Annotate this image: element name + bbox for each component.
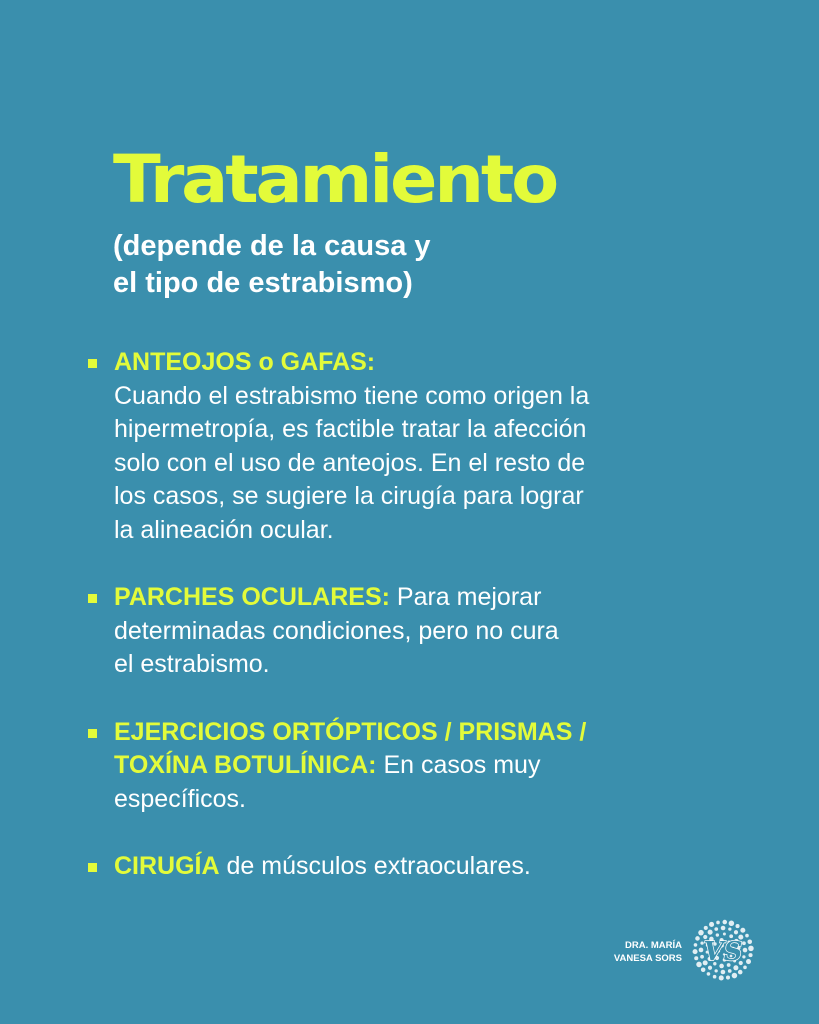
item-heading: ANTEOJOS o GAFAS:	[114, 348, 376, 376]
logo-dot	[704, 926, 708, 930]
item-text-line: la alineación ocular.	[114, 515, 334, 544]
logo-dot	[726, 976, 730, 980]
logo-dot	[707, 972, 711, 976]
logo-dot	[708, 930, 713, 935]
logo-dot	[693, 949, 698, 954]
logo-dot	[722, 920, 727, 925]
subtitle	[113, 228, 431, 302]
logo-dot	[729, 921, 735, 927]
logo-dot	[736, 924, 740, 928]
logo-dot	[740, 928, 745, 933]
logo-dot	[732, 973, 738, 979]
logo-dot	[747, 939, 752, 944]
item-inline-text: En casos muy	[376, 751, 541, 779]
logo-dot	[694, 956, 698, 960]
logo-dot	[738, 970, 743, 975]
item-heading-continued: TOXÍNA BOTULÍNICA:	[114, 751, 377, 779]
logo-dot	[713, 975, 717, 979]
logo-dot	[721, 970, 726, 975]
item-inline-text: Para mejorar	[389, 583, 542, 611]
list-item-ejercicios	[88, 716, 728, 817]
logo-dot	[745, 934, 749, 938]
subtitle-line-2: el tipo de estrabismo)	[113, 267, 413, 299]
bullet-icon	[88, 863, 97, 872]
logo-dot	[716, 921, 720, 925]
list-item-parches	[88, 581, 728, 682]
item-text-line: solo con el uso de anteojos. En el resto de	[114, 448, 586, 477]
subtitle-line-1: (depende de la causa y	[113, 230, 431, 262]
item-heading: CIRUGÍA	[114, 852, 220, 880]
item-text-line: los casos, se sugiere la cirugía para lograr	[114, 482, 584, 510]
brand-monogram: VS	[703, 937, 743, 967]
item-text-line: hipermetropía, es factible tratar la afección	[114, 415, 587, 443]
logo-dot	[721, 926, 726, 931]
item-inline-text: de músculos extraoculares.	[219, 852, 531, 880]
item-heading: EJERCICIOS ORTÓPTICOS / PRISMAS /	[114, 717, 587, 746]
logo-dot	[734, 930, 738, 934]
list-item-anteojos	[88, 346, 728, 547]
brand-logo	[596, 917, 756, 983]
logo-dot	[748, 946, 754, 952]
logo-dot	[742, 941, 746, 945]
logo-dot	[746, 959, 751, 964]
page-title: Tratamiento	[113, 141, 557, 218]
bullet-icon	[88, 359, 97, 368]
logo-dot	[728, 927, 731, 930]
logo-dot	[743, 966, 747, 970]
bullet-icon	[88, 594, 97, 603]
logo-dot	[709, 922, 714, 927]
item-text-line: determinadas condiciones, pero no cura	[114, 616, 559, 645]
logo-dot	[698, 930, 704, 936]
logo-dot	[696, 962, 702, 968]
item-text-line: Cuando el estrabismo tiene como origen la	[114, 381, 590, 410]
item-heading: PARCHES OCULARES:	[114, 583, 390, 611]
logo-dot	[701, 967, 706, 972]
item-text-line: el estrabismo.	[114, 650, 270, 678]
logo-dot	[719, 975, 724, 980]
logo-dot	[743, 948, 748, 953]
treatment-list	[88, 346, 728, 884]
logo-dot	[728, 969, 732, 973]
logo-dot	[714, 927, 718, 931]
brand-name-line-2: VANESA SORS	[613, 953, 682, 964]
logo-dot	[694, 943, 698, 947]
brand-name	[614, 939, 682, 965]
item-text-line: específicos.	[114, 784, 247, 813]
logo-dot	[715, 969, 718, 972]
dotted-circle-monogram-icon	[692, 919, 754, 981]
bullet-icon	[88, 729, 97, 738]
brand-name-line-1: DRA. MARÍA	[625, 940, 682, 951]
logo-dot	[742, 955, 745, 958]
logo-dot	[748, 953, 752, 957]
logo-dot	[695, 936, 700, 941]
list-item-cirugia	[88, 850, 728, 884]
logo-dot	[723, 933, 726, 936]
